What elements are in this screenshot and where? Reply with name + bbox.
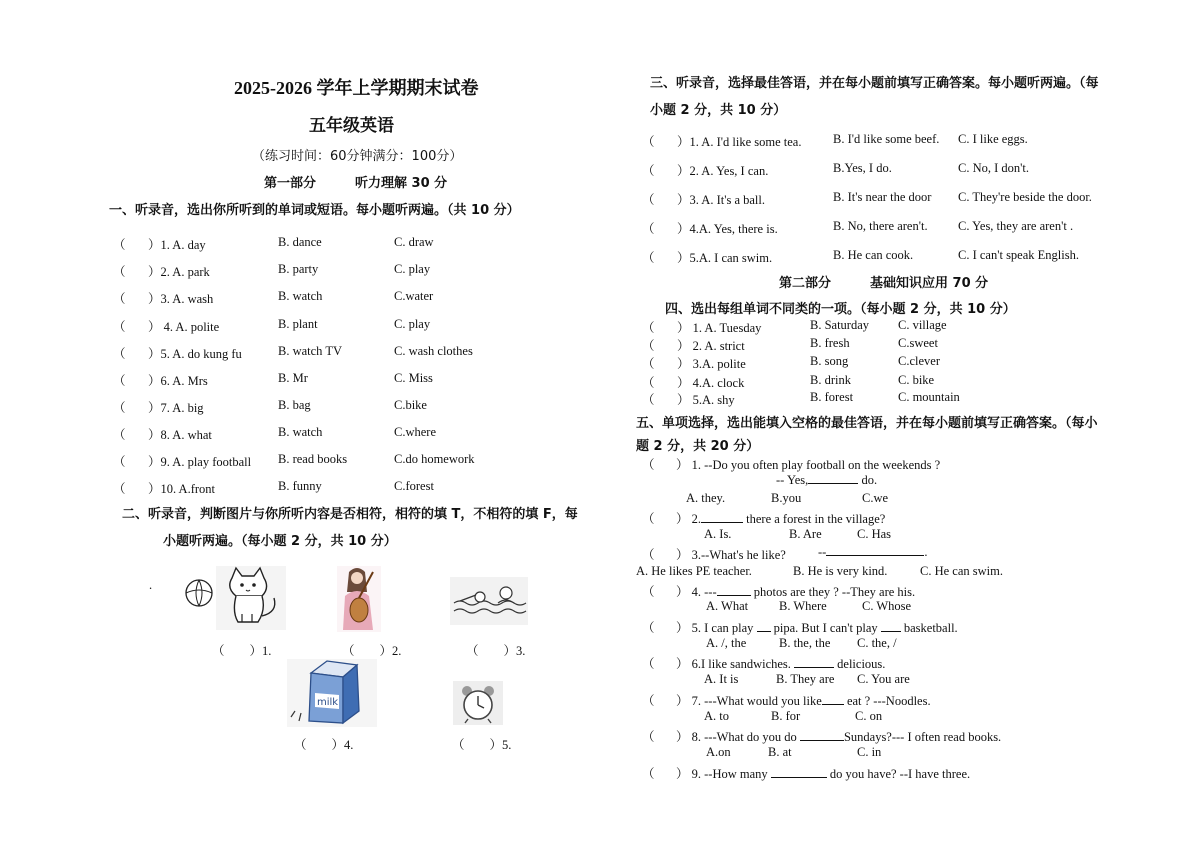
q4-option-b: B. Where: [779, 599, 827, 613]
q2-option-a: A. Is.: [704, 527, 732, 541]
section1-answer-paren[interactable]: （: [113, 374, 126, 388]
section3-heading-line2: 小题 2 分，共 10 分）: [650, 103, 787, 118]
picture4-answer[interactable]: （ ）4.: [294, 738, 354, 752]
q3-period: .: [924, 545, 928, 559]
section4-item: [642, 373, 972, 389]
section4-item: [642, 336, 972, 352]
pipa-girl-image: [337, 566, 381, 637]
section3-option-c: C. No, I don't.: [958, 161, 1030, 175]
section1-option-b: B. plant: [278, 317, 318, 331]
q1-do: do.: [861, 473, 878, 487]
q5-num: ） 5. I can play: [676, 621, 754, 635]
q4-blank[interactable]: [717, 585, 751, 596]
section1-item: [113, 289, 533, 305]
section4-option-n: ） 5.A. shy: [677, 393, 735, 407]
q8-option-c: C. in: [857, 745, 882, 759]
section1-option-b: B. watch: [278, 289, 323, 303]
section3-item: [642, 132, 1142, 148]
q7-text: eat ? ---Noodles.: [846, 694, 931, 708]
q8-text: Sundays?--- I often read books.: [843, 730, 1002, 744]
picture1-answer[interactable]: （ ）1.: [212, 644, 272, 658]
section3-option-c: C. They're beside the door.: [958, 190, 1092, 204]
section1-answer-paren[interactable]: （: [113, 428, 126, 442]
section5-heading-line1: 五、单项选择，选出能填入空格的最佳答语，并在每小题前填写正确答案。（每小: [636, 416, 1098, 431]
q6-option-a: A. It is: [704, 672, 739, 686]
milk-carton-image: [287, 659, 377, 732]
exam-subtitle: 五年级英语: [309, 116, 394, 135]
cat-image: [216, 566, 286, 635]
q4-line: [676, 582, 915, 600]
swimming-image: [450, 577, 528, 630]
section1-option-c: C. wash clothes: [394, 344, 473, 358]
section1-option-n: ）3. A. wash: [148, 292, 214, 306]
section3-answer-paren[interactable]: （: [642, 135, 655, 149]
section4-answer-paren[interactable]: （: [642, 393, 655, 407]
section4-option-c: C. village: [898, 318, 947, 332]
section1-option-n: ）6. A. Mrs: [148, 374, 208, 388]
q8-line: [676, 727, 1001, 745]
q1-text: ） 1. --Do you often play football on the weekends ?: [676, 458, 941, 472]
q1-answer-line: [776, 473, 877, 488]
section4-option-n: ） 2. A. strict: [677, 339, 745, 353]
q4-paren[interactable]: （: [642, 585, 655, 599]
section1-option-c: C.do homework: [394, 452, 475, 466]
section4-heading: 四、选出每组单词不同类的一项。（每小题 2 分，共 10 分）: [665, 302, 1016, 317]
section3-answer-paren[interactable]: （: [642, 193, 655, 207]
q2-line: [676, 509, 885, 527]
q3-answer-line: [818, 545, 927, 560]
section1-option-n: ）10. A.front: [148, 482, 216, 496]
q8-option-a: A.on: [706, 745, 731, 759]
section1-option-c: C. play: [394, 262, 431, 276]
q6-num: ） 6.I like sandwiches.: [676, 657, 791, 671]
section3-item: [642, 248, 1142, 264]
q6-option-c: C. You are: [857, 672, 910, 686]
time-info: （练习时间：60分钟满分：100分）: [252, 149, 463, 164]
section3-item: [642, 190, 1142, 206]
section4-option-c: C. mountain: [898, 390, 960, 404]
section3-option-c: C. Yes, they are aren't .: [958, 219, 1074, 233]
section1-answer-paren[interactable]: （: [113, 292, 126, 306]
q2-text: there a forest in the village?: [746, 512, 886, 526]
section1-option-n: ）8. A. what: [148, 428, 212, 442]
q2-blank[interactable]: [701, 512, 743, 523]
section4-item: [642, 318, 972, 334]
section1-option-c: C.water: [394, 289, 434, 303]
section3-answer-paren[interactable]: （: [642, 222, 655, 236]
section3-option-b: B.Yes, I do.: [833, 161, 892, 175]
section4-answer-paren[interactable]: （: [642, 321, 655, 335]
part2-heading: 第二部分 基础知识应用 70 分: [779, 276, 989, 291]
q4-num: ） 4. ---: [676, 585, 717, 599]
stray-dot: .: [149, 578, 153, 592]
section3-option-n: ）4.A. Yes, there is.: [677, 222, 778, 236]
section1-answer-paren[interactable]: （: [113, 238, 126, 252]
section3-option-c: C. I like eggs.: [958, 132, 1028, 146]
section4-answer-paren[interactable]: （: [642, 357, 655, 371]
section1-answer-paren[interactable]: （: [113, 347, 126, 361]
q7-line: [676, 691, 931, 709]
section4-answer-paren[interactable]: （: [642, 376, 655, 390]
section1-answer-paren[interactable]: （: [113, 401, 126, 415]
section4-option-b: B. fresh: [810, 336, 850, 350]
section1-item: [113, 317, 533, 333]
section1-answer-paren[interactable]: （: [113, 265, 126, 279]
section1-answer-paren[interactable]: （: [113, 482, 126, 496]
section3-answer-paren[interactable]: （: [642, 251, 655, 265]
section1-item: [113, 452, 533, 468]
section1-option-n: ） 4. A. polite: [148, 320, 220, 334]
q9-num: ） 9. --How many: [676, 767, 768, 781]
q3-option-b: B. He is very kind.: [793, 564, 888, 578]
section1-option-c: C.forest: [394, 479, 434, 493]
section1-option-c: C.bike: [394, 398, 427, 412]
section4-option-b: B. forest: [810, 390, 854, 404]
section1-option-n: ）7. A. big: [148, 401, 204, 415]
section3-option-c: C. I can't speak English.: [958, 248, 1079, 262]
q6-text: delicious.: [837, 657, 886, 671]
section3-option-n: ）2. A. Yes, I can.: [677, 164, 769, 178]
section1-option-b: B. Mr: [278, 371, 308, 385]
q3-dash: --: [818, 545, 827, 559]
q5-line: [676, 618, 958, 636]
q5-blank2[interactable]: [881, 621, 901, 632]
q4-option-c: C. Whose: [862, 599, 912, 613]
q5-end: basketball.: [903, 621, 958, 635]
q8-blank[interactable]: [800, 730, 844, 741]
picture5-answer[interactable]: （ ）5.: [452, 738, 512, 752]
q7-option-a: A. to: [704, 709, 729, 723]
section2-heading-line2: 小题听两遍。（每小题 2 分，共 10 分）: [163, 534, 397, 549]
section1-option-b: B. party: [278, 262, 319, 276]
section1-answer-paren[interactable]: （: [113, 455, 126, 469]
section1-option-b: B. dance: [278, 235, 322, 249]
ball-image: [183, 573, 215, 616]
section4-item: [642, 354, 972, 370]
q5-option-b: B. the, the: [779, 636, 831, 650]
section4-option-c: C.clever: [898, 354, 940, 368]
section3-item: [642, 219, 1142, 235]
section3-option-n: ）3. A. It's a ball.: [677, 193, 766, 207]
section4-option-n: ） 1. A. Tuesday: [677, 321, 762, 335]
section1-option-b: B. watch: [278, 425, 323, 439]
q3-blank[interactable]: [826, 545, 924, 556]
q3-paren[interactable]: （: [642, 548, 655, 562]
q5-blank1[interactable]: [757, 621, 771, 632]
q7-option-b: B. for: [771, 709, 801, 723]
q5-option-a: A. /, the: [706, 636, 747, 650]
q3-option-a: A. He likes PE teacher.: [636, 564, 752, 578]
section1-option-c: C. draw: [394, 235, 434, 249]
picture2-answer[interactable]: （ ）2.: [342, 644, 402, 658]
section1-option-c: C. play: [394, 317, 431, 331]
q6-option-b: B. They are: [776, 672, 835, 686]
section1-option-b: B. bag: [278, 398, 311, 412]
q9-blank[interactable]: [771, 767, 827, 778]
clock-image: [453, 681, 503, 730]
section1-option-n: ）1. A. day: [148, 238, 206, 252]
section3-option-b: B. He can cook.: [833, 248, 914, 262]
q7-paren[interactable]: （: [642, 694, 655, 708]
section1-option-b: B. read books: [278, 452, 348, 466]
q8-num: ） 8. ---What do you do: [676, 730, 797, 744]
section1-option-n: ）9. A. play football: [148, 455, 252, 469]
q7-num: ） 7. ---What would you like: [676, 694, 822, 708]
q4-text: photos are they ? --They are his.: [753, 585, 916, 599]
q3-option-c: C. He can swim.: [920, 564, 1003, 578]
section3-option-n: ）5.A. I can swim.: [677, 251, 773, 265]
q6-paren[interactable]: （: [642, 657, 655, 671]
section4-answer-paren[interactable]: （: [642, 339, 655, 353]
q5-option-c: C. the, /: [857, 636, 897, 650]
q1-yes: -- Yes,: [776, 473, 809, 487]
q6-line: [676, 654, 885, 672]
section4-option-c: C. bike: [898, 373, 935, 387]
section1-option-b: B. funny: [278, 479, 322, 493]
section1-heading: 一、听录音，选出你所听到的单词或短语。每小题听两遍。（共 10 分）: [109, 203, 520, 218]
q5-paren[interactable]: （: [642, 621, 655, 635]
q5-mid: pipa. But I can't play: [773, 621, 878, 635]
q9-line: [676, 764, 970, 782]
q4-option-a: A. What: [706, 599, 749, 613]
q8-paren[interactable]: （: [642, 730, 655, 744]
section1-item: [113, 262, 533, 278]
section4-option-b: B. drink: [810, 373, 851, 387]
section1-option-c: C.where: [394, 425, 436, 439]
section4-option-b: B. Saturday: [810, 318, 870, 332]
section2-heading-line1: 二、听录音，判断图片与你所听内容是否相符，相符的填 T，不相符的填 F，每: [122, 507, 578, 522]
section4-option-n: ） 4.A. clock: [677, 376, 745, 390]
part1-heading: 第一部分 听力理解 30 分: [264, 176, 448, 191]
section3-answer-paren[interactable]: （: [642, 164, 655, 178]
svg-text:milk: milk: [317, 697, 339, 708]
q1-blank[interactable]: [808, 473, 858, 484]
section1-item: [113, 479, 533, 495]
section1-option-n: ）5. A. do kung fu: [148, 347, 242, 361]
section3-option-b: B. It's near the door: [833, 190, 932, 204]
section1-item: [113, 398, 533, 414]
q2-option-b: B. Are: [789, 527, 822, 541]
section4-option-n: ） 3.A. polite: [677, 357, 746, 371]
q7-blank[interactable]: [822, 694, 844, 705]
q1-paren[interactable]: （: [642, 458, 655, 472]
q1-option-c: C.we: [862, 491, 889, 505]
section4-option-b: B. song: [810, 354, 849, 368]
q9-paren[interactable]: （: [642, 767, 655, 781]
section1-item: [113, 235, 533, 251]
section5-heading-line2: 题 2 分，共 20 分）: [636, 439, 760, 454]
q3-text: ） 3.--What's he like?: [676, 548, 786, 562]
q8-option-b: B. at: [768, 745, 792, 759]
section4-option-c: C.sweet: [898, 336, 938, 350]
section3-item: [642, 161, 1142, 177]
q1-option-b: B.you: [771, 491, 802, 505]
section3-heading-line1: 三、听录音，选择最佳答语，并在每小题前填写正确答案。每小题听两遍。（每: [650, 76, 1099, 91]
q9-text: do you have? --I have three.: [829, 767, 971, 781]
q2-option-c: C. Has: [857, 527, 892, 541]
q2-num: ） 2.: [676, 512, 702, 526]
section1-item: [113, 425, 533, 441]
section3-option-n: ）1. A. I'd like some tea.: [677, 135, 802, 149]
exam-title: 2025-2026 学年上学期期末试卷: [234, 78, 479, 98]
section1-option-c: C. Miss: [394, 371, 433, 385]
q6-blank[interactable]: [794, 657, 834, 668]
picture3-answer[interactable]: （ ）3.: [466, 644, 526, 658]
section1-option-b: B. watch TV: [278, 344, 342, 358]
q1-option-a: A. they.: [686, 491, 726, 505]
section3-option-b: B. No, there aren't.: [833, 219, 928, 233]
section1-item: [113, 371, 533, 387]
section1-answer-paren[interactable]: （: [113, 320, 126, 334]
section3-option-b: B. I'd like some beef.: [833, 132, 940, 146]
section4-item: [642, 390, 972, 406]
q2-paren[interactable]: （: [642, 512, 655, 526]
q7-option-c: C. on: [855, 709, 883, 723]
section1-option-n: ）2. A. park: [148, 265, 210, 279]
section1-item: [113, 344, 533, 360]
